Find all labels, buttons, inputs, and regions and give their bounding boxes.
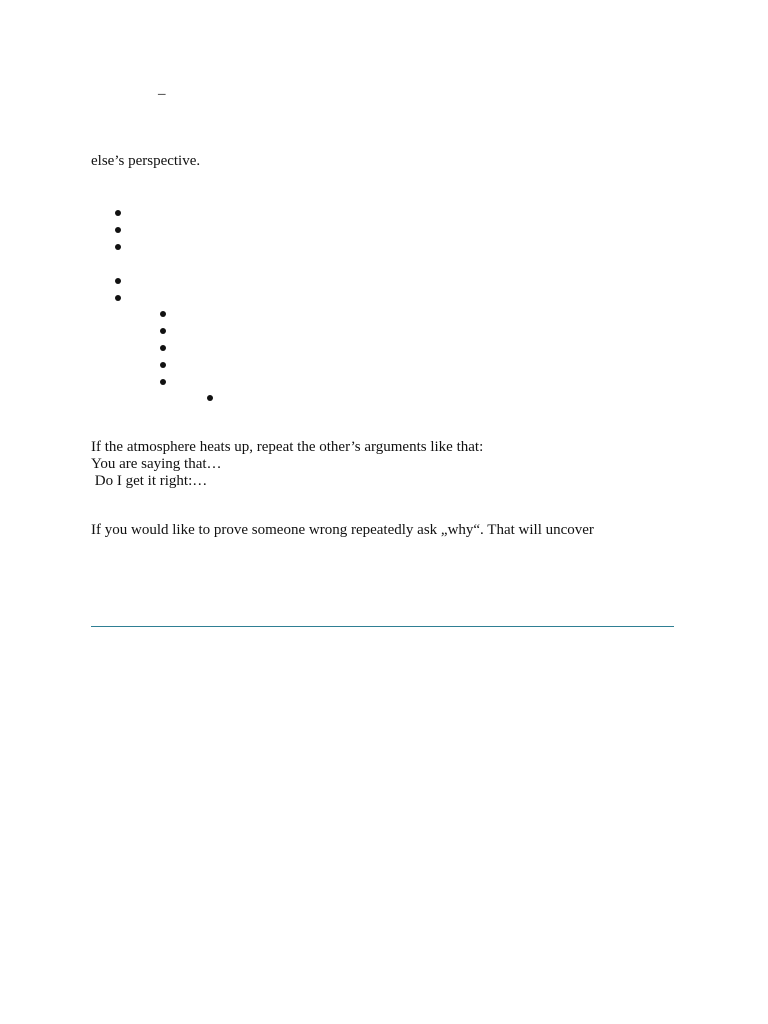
list-bullet bbox=[160, 379, 166, 385]
list-bullet bbox=[115, 210, 121, 216]
do-i-get-it-right-line: Do I get it right:… bbox=[91, 473, 208, 489]
list-bullet bbox=[115, 278, 121, 284]
list-bullet bbox=[115, 295, 121, 301]
dash-mark: – bbox=[158, 86, 166, 102]
list-bullet bbox=[160, 311, 166, 317]
list-bullet bbox=[160, 345, 166, 351]
list-bullet bbox=[115, 227, 121, 233]
footer-rule bbox=[91, 626, 674, 627]
list-bullet bbox=[115, 244, 121, 250]
perspective-line: else’s perspective. bbox=[91, 153, 201, 169]
list-bullet bbox=[160, 362, 166, 368]
prove-wrong-line: If you would like to prove someone wrong repeatedly ask „why“. That will uncover bbox=[91, 522, 594, 538]
you-are-saying-line: You are saying that… bbox=[91, 456, 222, 472]
list-bullet bbox=[160, 328, 166, 334]
list-bullet bbox=[207, 395, 213, 401]
atmosphere-line: If the atmosphere heats up, repeat the other’s arguments like that: bbox=[91, 439, 484, 455]
